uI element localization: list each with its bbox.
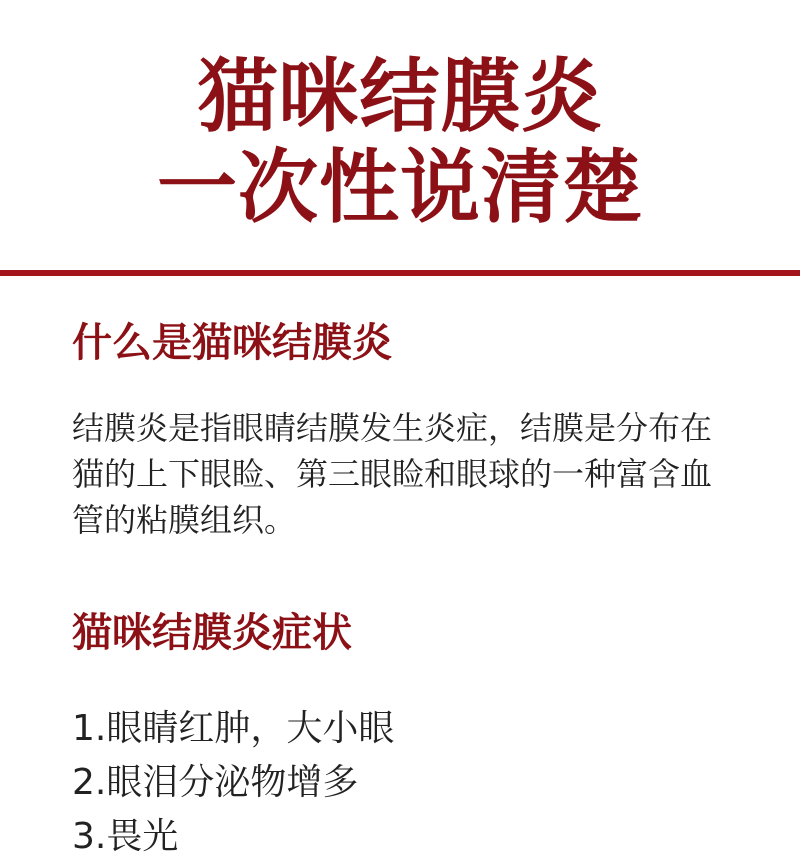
title-divider <box>0 270 800 276</box>
symptom-item: 3.畏光 <box>72 816 179 857</box>
symptom-item: 2.眼泪分泌物增多 <box>72 762 359 803</box>
symptom-item: 1.眼睛红肿，大小眼 <box>72 708 395 749</box>
definition-paragraph: 结膜炎是指眼睛结膜发生炎症，结膜是分布在猫的上下眼睑、第三眼睑和眼球的一种富含血管的粘膜组织。 <box>72 409 713 539</box>
symptom-list <box>72 702 752 864</box>
title-line-2: 一次性说清楚 <box>157 141 643 234</box>
section-heading-definition: 什么是猫咪结膜炎 <box>72 320 392 366</box>
section-heading-symptoms: 猫咪结膜炎症状 <box>72 610 352 656</box>
title-line-1: 猫咪结膜炎 <box>197 50 603 143</box>
